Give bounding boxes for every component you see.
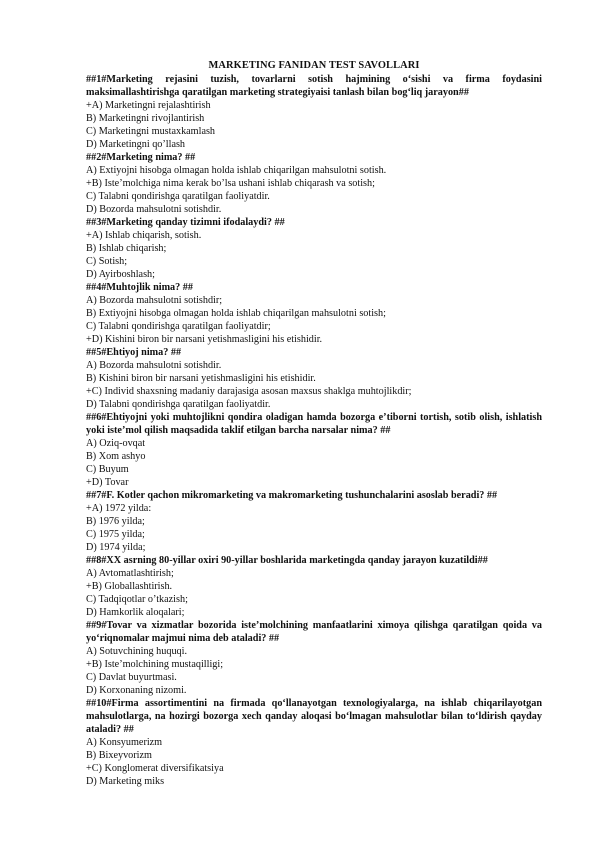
- answer-option: C) Talabni qondirishga qaratilgan faoliyatdir;: [86, 321, 271, 332]
- question-block: [86, 151, 542, 216]
- question-text: ##8#XX asrning 80-yillar oxiri 90-yillar boshlarida marketingda qanday jarayon kuzatildi##: [86, 555, 488, 566]
- question-block: [86, 411, 542, 489]
- answer-option: C) Buyum: [86, 464, 129, 475]
- question-text: ##6#Ehtiyojni yoki muhtojlikni qondira oladigan hamda bozorga e’tiborni tortish, sotib olish, ishlatish yoki iste’mol qilish maqsadida taklif etilgan barcha narsalar nima? ##: [86, 412, 542, 436]
- answer-option: D) Bozorda mahsulotni sotishdir.: [86, 204, 222, 215]
- answer-option: D) Talabni qondirishga qaratilgan faoliyatdir.: [86, 399, 271, 410]
- question-block: [86, 489, 542, 554]
- answer-option: A) Konsyumerizm: [86, 737, 163, 748]
- question-text: ##2#Marketing nima? ##: [86, 152, 196, 163]
- answer-option: +A) Ishlab chiqarish, sotish.: [86, 230, 202, 241]
- answer-option: C) Tadqiqotlar o’tkazish;: [86, 594, 188, 605]
- question-text: ##4#Muhtojlik nima? ##: [86, 282, 193, 293]
- answer-option: D) Marketingni qo’llash: [86, 139, 186, 150]
- answer-option: B) Ishlab chiqarish;: [86, 243, 167, 254]
- answer-option: A) Bozorda mahsulotni sotishdir.: [86, 360, 222, 371]
- question-block: [86, 281, 542, 346]
- question-block: [86, 73, 542, 151]
- question-text: ##9#Tovar va xizmatlar bozorida iste’molchining manfaatlarini ximoya qilishga qaratilgan qoida va yo‘riqnomalar majmui nima deb ataladi? ##: [86, 620, 542, 644]
- answer-option: C) Talabni qondirishga qaratilgan faoliyatdir.: [86, 191, 270, 202]
- answer-option: +D) Kishini biron bir narsani yetishmasligini his etishidir.: [86, 334, 323, 345]
- answer-option: C) Davlat buyurtmasi.: [86, 672, 177, 683]
- answer-option: +D) Tovar: [86, 477, 129, 488]
- answer-option: A) Bozorda mahsulotni sotishdir;: [86, 295, 223, 306]
- answer-option: +B) Iste’molchining mustaqilligi;: [86, 659, 224, 670]
- question-text: ##3#Marketing qanday tizimni ifodalaydi? ##: [86, 217, 285, 228]
- answer-option: A) Oziq-ovqat: [86, 438, 146, 449]
- answer-option: A) Avtomatlashtirish;: [86, 568, 174, 579]
- answer-option: D) Ayirboshlash;: [86, 269, 155, 280]
- answer-option: C) 1975 yilda;: [86, 529, 145, 540]
- answer-option: +B) Globallashtirish.: [86, 581, 173, 592]
- answer-option: D) 1974 yilda;: [86, 542, 146, 553]
- question-text: ##10#Firma assortimentini na firmada qo‘llanayotgan texnologiyalarga, na ishlab chiqarilayotgan mahsulotlarga, na hozirgi bozorga xech qanday aloqasi bo‘lmagan mahsulotlar bilan to‘ldirish qayday ataladi? ##: [86, 698, 542, 735]
- document-title: MARKETING FANIDAN TEST SAVOLLARI: [208, 60, 420, 71]
- answer-option: D) Marketing miks: [86, 776, 165, 787]
- question-list: [86, 73, 542, 788]
- answer-option: C) Sotish;: [86, 256, 128, 267]
- answer-option: B) Extiyojni hisobga olmagan holda ishlab chiqarilgan mahsulotni sotish;: [86, 308, 386, 319]
- question-block: [86, 554, 542, 619]
- question-block: [86, 697, 542, 788]
- question-text: ##5#Ehtiyoj nima? ##: [86, 347, 182, 358]
- answer-option: B) Xom ashyo: [86, 451, 146, 462]
- answer-option: +A) Marketingni rejalashtirish: [86, 100, 211, 111]
- question-block: [86, 216, 542, 281]
- answer-option: B) Bixeyvorizm: [86, 750, 152, 761]
- answer-option: B) Marketingni rivojlantirish: [86, 113, 205, 124]
- question-block: [86, 346, 542, 411]
- answer-option: D) Hamkorlik aloqalari;: [86, 607, 185, 618]
- answer-option: A) Sotuvchining huquqi.: [86, 646, 188, 657]
- answer-option: B) Kishini biron bir narsani yetishmasligini his etishidir.: [86, 373, 316, 384]
- answer-option: +C) Konglomerat diversifikatsiya: [86, 763, 224, 774]
- question-text: ##1#Marketing rejasini tuzish, tovarlarni sotish hajmining o‘sishi va firma foydasini maksimallashtirishga qaratilgan marketing strategiyaisi tanlash bilan bog‘liq jarayon##: [86, 74, 542, 98]
- answer-option: B) 1976 yilda;: [86, 516, 145, 527]
- question-text: ##7#F. Kotler qachon mikromarketing va makromarketing tushunchalarini asoslab beradi? ##: [86, 490, 498, 501]
- answer-option: D) Korxonaning nizomi.: [86, 685, 187, 696]
- answer-option: +B) Iste’molchiga nima kerak bo’lsa ushani ishlab chiqarash va sotish;: [86, 178, 375, 189]
- answer-option: +A) 1972 yilda:: [86, 503, 152, 514]
- answer-option: C) Marketingni mustaxkamlash: [86, 126, 216, 137]
- answer-option: +C) Individ shaxsning madaniy darajasiga asosan maxsus shaklga muhtojlikdir;: [86, 386, 412, 397]
- question-block: [86, 619, 542, 697]
- answer-option: A) Extiyojni hisobga olmagan holda ishlab chiqarilgan mahsulotni sotish.: [86, 165, 387, 176]
